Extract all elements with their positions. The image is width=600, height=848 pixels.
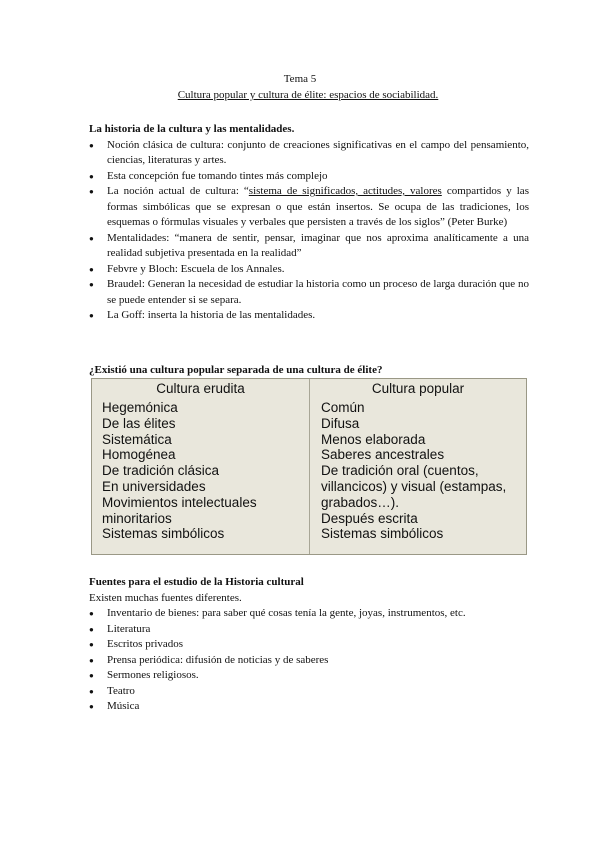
table-cell: Saberes ancestrales <box>321 447 445 463</box>
table-cell: Homogénea <box>102 447 176 463</box>
erudite-culture-column <box>92 379 310 554</box>
underlined-phrase: sistema de significados, actitudes, valores <box>248 185 442 197</box>
list-item: ● Música <box>89 699 529 715</box>
column-header: Cultura popular <box>371 381 465 396</box>
list-item: ● Mentalidades: “manera de sentir, pensar, imaginar que nos aproxima analíticamente a una realidad subjetiva presentada en la realidad” <box>89 231 529 262</box>
list-item: ● Braudel: Generan la necesidad de estudiar la historia como un proceso de larga duración que no se puede entender si se separa. <box>89 277 529 308</box>
table-cell: minoritarios <box>102 510 172 526</box>
table-cell: En universidades <box>102 478 206 494</box>
list-item <box>89 184 529 231</box>
list-item: ● Noción clásica de cultura: conjunto de creaciones significativas en el campo del pensamiento, ciencias, literaturas y artes. <box>89 138 529 169</box>
table-cell: Sistemas simbólicos <box>321 526 444 542</box>
bullet-list <box>89 606 529 715</box>
section-title: ¿Existió una cultura popular separada de una cultura de élite? <box>89 364 383 376</box>
topic-number: Tema 5 <box>283 73 317 85</box>
table-cell: Sistemas simbólicos <box>102 526 225 542</box>
list-item: ● Prensa periódica: difusión de noticias y de saberes <box>89 653 529 669</box>
table-cell: Difusa <box>321 415 360 431</box>
popular-culture-column <box>310 379 526 554</box>
section-title: La historia de la cultura y las mentalidades. <box>89 123 295 135</box>
item-prefix: La noción actual de cultura: “ <box>107 185 249 197</box>
section-sources <box>89 575 529 715</box>
table-cell: villancicos) y visual (estampas, <box>321 478 507 494</box>
section-culture-question <box>89 363 529 379</box>
column-items <box>310 398 526 542</box>
section-title: Fuentes para el estudio de la Historia cultural <box>89 576 304 588</box>
table-cell: Hegemónica <box>102 400 178 415</box>
list-item: ● Escritos privados <box>89 637 529 653</box>
section-intro: Existen muchas fuentes diferentes. <box>89 591 242 604</box>
culture-comparison-table <box>91 378 527 555</box>
table-cell: grabados…). <box>321 494 400 510</box>
list-item: ● Febvre y Bloch: Escuela de los Annales. <box>89 262 529 278</box>
table-cell: De tradición oral (cuentos, <box>321 463 479 479</box>
list-item: ● Teatro <box>89 684 529 700</box>
table-cell: De las élites <box>102 415 176 431</box>
column-items <box>92 398 309 542</box>
list-item: ● La Goff: inserta la historia de las mentalidades. <box>89 308 529 324</box>
table-cell: Menos elaborada <box>321 431 426 447</box>
document-subtitle: Cultura popular y cultura de élite: espacios de sociabilidad. <box>177 89 439 101</box>
section-history-of-culture <box>89 122 529 324</box>
table-cell: De tradición clásica <box>102 463 220 479</box>
list-item: ● Esta concepción fue tomando tintes más complejo <box>89 169 529 185</box>
table-cell: Sistemática <box>102 431 172 447</box>
list-item: ● Literatura <box>89 622 529 638</box>
item-suffix: compartidos y las formas simbólicas que se expresan o que están insertos. Se ocupa de las tradiciones, los esquemas o fórmulas visuales y verbales que persisten a través de los siglos” (Peter Burke) <box>107 185 529 228</box>
table-cell: Movimientos intelectuales <box>102 494 257 510</box>
bullet-list <box>89 138 529 324</box>
column-header: Cultura erudita <box>156 381 245 396</box>
table-cell: Después escrita <box>321 510 418 526</box>
table-cell: Común <box>321 400 365 415</box>
list-item: ● Inventario de bienes: para saber qué cosas tenía la gente, joyas, instrumentos, etc. <box>89 606 529 622</box>
list-item: ● Sermones religiosos. <box>89 668 529 684</box>
